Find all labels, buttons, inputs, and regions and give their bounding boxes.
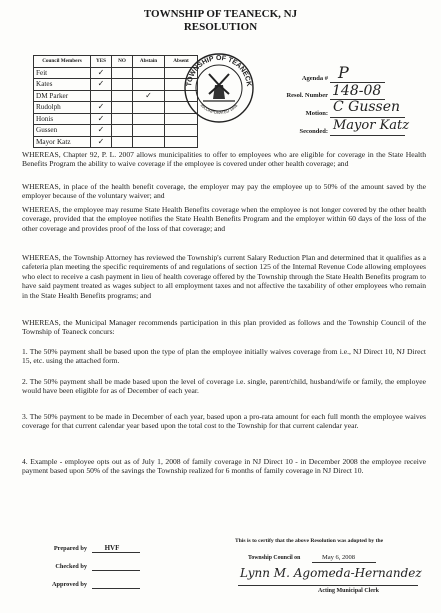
vote-cell-empty	[133, 125, 165, 137]
vote-cell-empty	[91, 90, 112, 102]
svg-text:TOWNSHIP OF TEANECK	[186, 55, 252, 87]
approved-by-label: Approved by	[51, 581, 87, 588]
council-date: May 6, 2008	[322, 554, 356, 561]
paragraph-whereas-chapter-92: WHEREAS, Chapter 92, P. L. 2007 allows municipalities to offer to employees who are eligible for coverage in the State Health Benefits Program the ability to waive coverage if the employee is covered under other health coverage; and	[22, 150, 426, 169]
motion-value: C Gussen	[333, 99, 401, 115]
council-table-body	[34, 67, 198, 148]
agenda-value: P	[338, 63, 349, 82]
clerk-signature: Lynn M. Agomeda-Hernandez	[240, 566, 422, 580]
paragraph-whereas-resume: WHEREAS, the employee may resume State Health Benefits coverage when the employee is not longer covered by the other health coverage, provided that the employee notifies the State Health Benefits Program and the employer within 60 days of the loss of the other coverage and provides proof of the loss of that coverage; and	[22, 205, 426, 233]
vote-check-icon: ✓	[91, 125, 112, 137]
document-header	[0, 8, 441, 34]
township-council-label: Township Council on	[248, 555, 301, 561]
certify-text: This is to certify that the above Resolution was adopted by the	[235, 538, 384, 544]
seconded-value: Mayor Katz	[333, 118, 410, 133]
vote-cell-empty	[112, 79, 133, 91]
svg-text:INCORPORATED 1895	[200, 102, 239, 115]
vote-check-icon: ✓	[91, 79, 112, 91]
vote-check-icon: ✓	[91, 67, 112, 79]
paragraph-whereas-attorney: WHEREAS, the Township Attorney has reviewed the Township's current Salary Reduction Plan and determined that it qualifies as a cafeteria plan meeting the specific requirements of and regulations of section 125 of the Internal Revenue Code allowing employees who elect to receive a cash payment in lieu of health coverage offered by the Township through the State Health Benefits program to have said payment treated as wages subject to all employment taxes and not affective the taxability of other employees who remain in the State Health Benefits programs; and	[22, 253, 426, 300]
vote-cell-empty	[133, 79, 165, 91]
table-row	[34, 79, 198, 91]
checked-by-rule	[92, 570, 140, 571]
approved-by-rule	[92, 588, 140, 589]
table-row	[34, 90, 198, 102]
seconded-label: Seconded:	[299, 128, 328, 135]
vote-check-icon: ✓	[91, 102, 112, 114]
vote-cell-empty	[133, 113, 165, 125]
vote-cell-empty	[112, 113, 133, 125]
table-row	[34, 113, 198, 125]
paragraph-item-1: 1. The 50% payment shall be based upon the type of plan the employee initially waives coverage from i.e., NJ Direct 10, NJ Direct 15, etc. using the attached form.	[22, 347, 426, 366]
vote-cell-empty	[133, 102, 165, 114]
prepared-by-rule	[92, 552, 140, 553]
paragraph-item-4: 4. Example - employee opts out as of July 1, 2008 of family coverage in NJ Direct 10 - in December 2008 the employee receive payment based upon 50% of the savings the Township realized for 6 months of family coverage in NJ Direct 10.	[22, 457, 426, 476]
clerk-signature-rule	[238, 585, 418, 586]
prepared-by-value: HVF	[104, 544, 120, 552]
paragraph-whereas-manager: WHEREAS, the Municipal Manager recommends participation in this plan provided as follows and the Township Council of the Township of Teaneck concurs:	[22, 318, 426, 337]
checked-by-label: Checked by	[55, 563, 87, 570]
council-member-name: Kates	[34, 79, 91, 91]
council-member-name: Mayor Katz	[34, 136, 91, 148]
vote-cell-empty	[165, 136, 198, 148]
header-line-1: TOWNSHIP OF TEANECK, NJ	[143, 8, 298, 20]
column-header: Abstain	[133, 56, 165, 68]
vote-cell-empty	[133, 67, 165, 79]
column-header: Absent	[165, 56, 198, 68]
resol-number-value: 148-08	[332, 83, 382, 99]
table-row	[34, 136, 198, 148]
council-member-name: Feit	[34, 67, 91, 79]
column-header: NO	[112, 56, 133, 68]
council-member-name: Rudolph	[34, 102, 91, 114]
prepared-by-label: Prepared by	[53, 545, 87, 552]
vote-cell-empty	[112, 67, 133, 79]
paragraph-item-3: 3. The 50% payment to be made in December of each year, based upon a pro-rata amount for each full month the employee waives coverage for that current calendar year based upon the total cost to the Township for that current calendar year.	[22, 412, 426, 431]
council-member-name: DM Parker	[34, 90, 91, 102]
seal-top-text: TOWNSHIP OF TEANECK	[185, 54, 253, 87]
clerk-title: Acting Municipal Clerk	[318, 588, 379, 594]
table-header-row	[34, 56, 198, 68]
paragraph-item-2: 2. The 50% payment shall be made based upon the level of coverage i.e. single, parent/child, husband/wife or family, the employee would have been eligible for as of December of each year.	[22, 377, 426, 396]
vote-cell-empty	[112, 90, 133, 102]
vote-cell-empty	[112, 125, 133, 137]
vote-cell-empty	[112, 102, 133, 114]
column-header: Council Members	[34, 56, 91, 68]
header-line-2: RESOLUTION	[183, 21, 258, 33]
vote-check-icon: ✓	[91, 136, 112, 148]
seconded-rule	[330, 135, 405, 136]
township-seal-logo	[183, 52, 255, 124]
table-row	[34, 125, 198, 137]
vote-check-icon: ✓	[133, 90, 165, 102]
council-vote-table	[33, 55, 198, 148]
motion-label: Motion:	[305, 110, 328, 117]
council-date-rule	[312, 562, 376, 563]
vote-cell-empty	[165, 125, 198, 137]
seal-bottom-text: INCORPORATED 1895	[199, 102, 239, 116]
agenda-label: Agenda #	[301, 75, 328, 82]
resol-number-label: Resol. Number	[286, 92, 328, 99]
council-member-name: Honis	[34, 113, 91, 125]
council-member-name: Gussen	[34, 125, 91, 137]
paragraph-whereas-payment: WHEREAS, in place of the health benefit coverage, the employer may pay the employee up to 50% of the amount saved by the employer because of the voluntary waiver; and	[22, 182, 426, 201]
vote-cell-empty	[133, 136, 165, 148]
column-header: YES	[91, 56, 112, 68]
table-row	[34, 102, 198, 114]
table-row	[34, 67, 198, 79]
vote-cell-empty	[112, 136, 133, 148]
vote-check-icon: ✓	[91, 113, 112, 125]
